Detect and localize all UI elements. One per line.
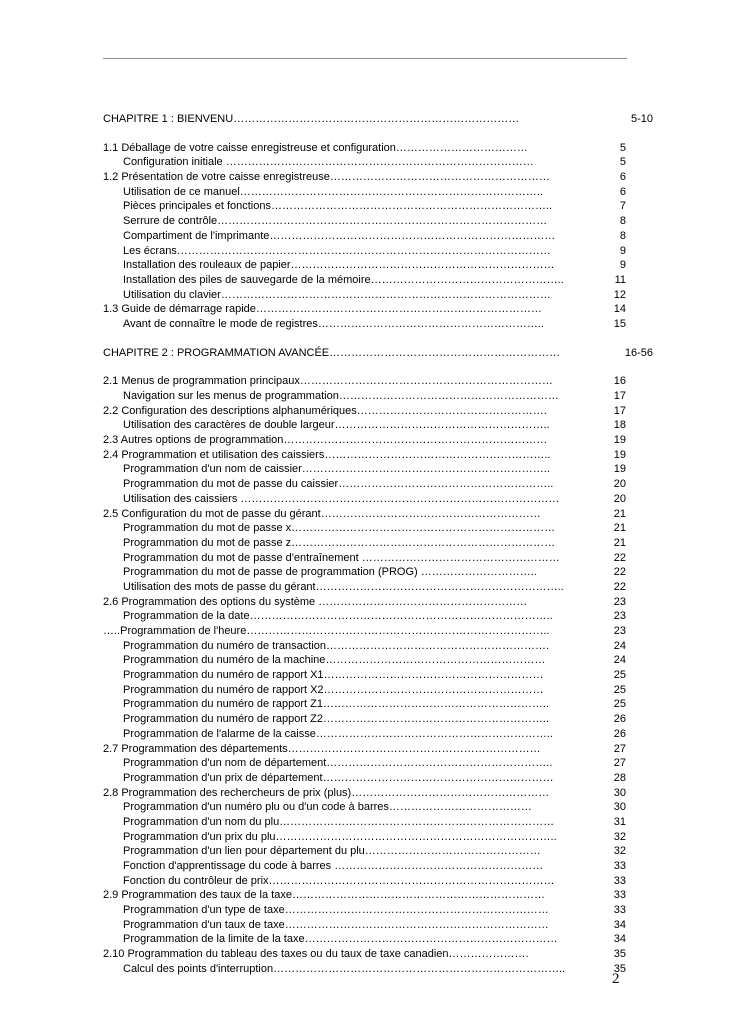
toc-entry-title: Programmation d'un prix de département……………………………………………………… xyxy=(123,771,554,784)
toc-subsection[interactable] xyxy=(103,639,658,654)
toc-entry-title: Programmation du numéro de rapport X2…………………………………………………… xyxy=(123,683,544,696)
toc-entry-title: …..Programmation de l'heure……………………………………………………………………….. xyxy=(103,625,550,637)
toc-entry-title: Fonction d'apprentissage du code à barres ………………………………………………… xyxy=(123,860,544,872)
toc-entry-title: 1.2 Présentation de votre caisse enregistreuse…………………………………………………… xyxy=(103,171,550,184)
toc-entry-page: 8 xyxy=(619,229,626,242)
toc-entry-title: Configuration initiale ………………………………………………………………………… xyxy=(123,156,534,169)
toc-subsection[interactable] xyxy=(103,830,658,845)
toc-entry-title: Utilisation de ce manuel……………………………………………………………………….. xyxy=(123,185,543,198)
toc-entry-page: 17 xyxy=(613,404,626,417)
toc-entry-title: 2.4 Programmation et utilisation des caissiers…………………………………………………….. xyxy=(103,448,551,461)
toc-entry-page: 14 xyxy=(613,303,626,316)
toc-entry-page: 33 xyxy=(613,904,626,917)
toc-section[interactable] xyxy=(103,507,658,522)
toc-entry-title: 2.2 Configuration des descriptions alphanumériques……………………………………………. xyxy=(103,404,547,417)
page-number: 2 xyxy=(612,971,620,987)
toc-entry-title: Navigation sur les menus de programmation…………………………………………………… xyxy=(123,390,559,402)
toc-entry-title: Calcul des points d'interruption…………………………………………………………………….. xyxy=(123,962,566,975)
toc-entry-title: Compartiment de l'imprimante…………………………………………………………………… xyxy=(123,229,556,242)
toc-subsection[interactable] xyxy=(103,683,658,698)
toc-subsection[interactable] xyxy=(103,874,658,889)
toc-entry-page: 9 xyxy=(619,244,626,257)
toc-section[interactable] xyxy=(103,947,658,962)
toc-entry-page: 18 xyxy=(613,419,626,432)
toc-entry-page: 34 xyxy=(613,918,626,931)
toc-entry-title: Programmation du numéro de rapport X1…………………………………………………… xyxy=(123,669,544,682)
toc-entry-title: Programmation d'un nom de département…………………………………………………….. xyxy=(123,757,553,770)
toc-entry-title: Programmation de la date……………………………………………………………………….. xyxy=(123,610,553,623)
toc-subsection[interactable] xyxy=(103,492,658,507)
toc-entry-title: Programmation du numéro de transaction……………………………………………………. xyxy=(123,639,550,652)
toc-entry-title: 2.5 Configuration du mot de passe du gérant…………………………………………………… xyxy=(103,507,541,520)
toc-entry-page: 5 xyxy=(619,156,626,169)
toc-entry-page: 23 xyxy=(613,610,626,623)
toc-entry-page: 6 xyxy=(619,171,626,184)
toc-section[interactable] xyxy=(103,302,658,317)
toc-entry-page: 7 xyxy=(619,200,626,213)
toc-subsection[interactable] xyxy=(103,668,658,683)
toc-entry-title: 2.6 Programmation des options du système ………………………………………………… xyxy=(103,595,528,608)
toc-section[interactable] xyxy=(103,448,658,463)
toc-entry-page: 21 xyxy=(613,507,626,520)
toc-entry-title: 2.9 Programmation des taux de la taxe…………………………………………………………… xyxy=(103,889,545,902)
toc-entry-title: Programmation du mot de passe d'entraînement ……………………………………………… xyxy=(123,551,560,564)
toc-entry-page: 26 xyxy=(613,727,626,740)
toc-entry-page: 8 xyxy=(619,215,626,228)
toc-subsection[interactable] xyxy=(103,477,658,492)
toc-entry-page: 32 xyxy=(613,845,626,858)
toc-entry-page: 31 xyxy=(613,815,626,828)
toc-entry-page: 25 xyxy=(613,669,626,682)
toc-subsection[interactable] xyxy=(103,462,658,477)
toc-entry-page: 28 xyxy=(613,771,626,784)
toc-subsection[interactable] xyxy=(103,756,658,771)
toc-entry-title: Programmation de l'alarme de la caisse……………………………………………………….. xyxy=(123,727,553,740)
toc-entry-page: 30 xyxy=(613,801,626,814)
toc-subsection[interactable] xyxy=(103,918,658,933)
toc-entry-page: 22 xyxy=(613,566,626,579)
toc-subsection[interactable] xyxy=(103,536,658,551)
toc-entry-page: 11 xyxy=(614,273,626,286)
toc-subsection[interactable] xyxy=(103,771,658,786)
toc-entry-page: 23 xyxy=(613,595,626,608)
toc-entry-title: Les écrans………………………………………………………………………………………… xyxy=(123,244,551,257)
toc-entry-page: 24 xyxy=(613,639,626,652)
toc-subsection[interactable] xyxy=(103,609,658,624)
toc-subsection[interactable] xyxy=(103,288,658,303)
toc-entry-title: Installation des rouleaux de papier……………………………………………………………… xyxy=(123,259,555,272)
toc-gap xyxy=(103,360,658,374)
toc-entry-page: 27 xyxy=(613,757,626,770)
toc-entry-title: Utilisation des mots de passe du gérant………………………………………………………….. xyxy=(123,580,564,593)
toc-entry-page: 19 xyxy=(613,434,626,447)
toc-entry-title: Pièces principales et fonctions………………………………………………………………….. xyxy=(123,200,553,213)
toc-subsection[interactable] xyxy=(103,727,658,742)
toc-entry-title: Programmation du mot de passe de programmation (PROG) ………………………….. xyxy=(123,566,537,579)
toc-entry-page: 26 xyxy=(613,713,626,726)
toc-entry-page: 17 xyxy=(613,390,626,402)
toc-entry-title: 2.3 Autres options de programmation……………………………………………………………… xyxy=(103,434,548,447)
toc-entry-title: 2.1 Menus de programmation principaux…………………………………………………………… xyxy=(103,375,553,388)
toc-entry-page: 32 xyxy=(613,830,626,843)
toc-subsection[interactable] xyxy=(103,199,658,214)
toc-section[interactable] xyxy=(103,433,658,448)
toc-chapter[interactable] xyxy=(103,112,658,127)
toc-entry-page: 22 xyxy=(613,551,626,564)
toc-entry-page: 16 xyxy=(613,375,626,388)
toc-subsection[interactable] xyxy=(103,551,658,566)
toc-entry-page: 33 xyxy=(613,860,626,872)
toc-entry-title: Programmation du numéro de rapport Z2…………………………………………………….. xyxy=(123,713,550,726)
toc-entry-page: 24 xyxy=(613,654,626,667)
toc-entry-title: 1.3 Guide de démarrage rapide…………………………………………………………………… xyxy=(103,303,542,316)
toc-entry-title: Programmation d'un prix du plu………………………………………………………………….. xyxy=(123,830,557,843)
toc-entry-title: Programmation d'un nom de caissier………………………………………………………….. xyxy=(123,463,550,476)
toc-entry-page: 25 xyxy=(613,698,626,711)
toc-entry-page: 23 xyxy=(613,625,626,637)
toc-entry-title: Programmation du mot de passe x……………………………………………………………… xyxy=(123,522,556,535)
toc-entry-page: 34 xyxy=(613,933,626,946)
toc-entry-page: 35 xyxy=(613,962,626,975)
toc-entry-title: Programmation de la limite de la taxe…………………………………………………………… xyxy=(123,933,558,946)
toc-entry-page: 21 xyxy=(613,522,626,535)
toc-entry-page: 33 xyxy=(613,889,626,902)
toc-subsection[interactable] xyxy=(103,389,658,404)
toc-section[interactable] xyxy=(103,786,658,801)
toc-entry-page: 21 xyxy=(613,536,626,549)
toc-entry-title: 2.8 Programmation des rechercheurs de prix (plus)……………………………………………… xyxy=(103,786,550,799)
table-of-contents xyxy=(103,112,658,977)
toc-entry-title: Programmation du numéro de rapport Z1…………………………………………………….. xyxy=(123,698,550,711)
toc-section[interactable] xyxy=(103,374,658,389)
header-rule xyxy=(103,58,627,59)
toc-subsection[interactable] xyxy=(103,697,658,712)
toc-entry-page: 30 xyxy=(613,786,626,799)
toc-subsection[interactable] xyxy=(103,273,658,288)
toc-section[interactable] xyxy=(103,141,658,156)
toc-entry-page: 5 xyxy=(619,141,626,154)
toc-entry-title: Serrure de contrôle……………………………………………………………………………… xyxy=(123,215,548,228)
toc-entry-title: Programmation d'un lien pour département du plu………………………………………… xyxy=(123,845,541,858)
toc-subsection[interactable] xyxy=(103,317,658,332)
toc-subsection[interactable] xyxy=(103,565,658,580)
toc-subsection[interactable] xyxy=(103,185,658,200)
toc-entry-title: Utilisation du clavier……………………………………………………………………………… xyxy=(123,288,551,301)
toc-subsection[interactable] xyxy=(103,932,658,947)
toc-entry-title: CHAPITRE 1 : BIENVENU…………………………………………………………………… xyxy=(103,113,520,125)
toc-entry-page: 6 xyxy=(619,185,626,198)
toc-entry-title: Utilisation des caractères de double largeur………………………………………………….. xyxy=(123,419,550,432)
toc-entry-page: 20 xyxy=(613,478,626,491)
toc-entry-page: 19 xyxy=(613,448,626,461)
toc-entry-page: 15 xyxy=(613,317,626,330)
toc-subsection[interactable] xyxy=(103,844,658,859)
toc-entry-page: 12 xyxy=(613,288,626,301)
toc-entry-title: CHAPITRE 2 : PROGRAMMATION AVANCÉE……………………………………………………… xyxy=(103,346,561,359)
toc-entry-page: 22 xyxy=(613,580,626,593)
toc-subsection[interactable] xyxy=(103,712,658,727)
toc-entry-title: 2.7 Programmation des départements…………………………………………………………… xyxy=(103,742,541,755)
toc-entry-page: 35 xyxy=(613,948,626,961)
toc-entry-title: 1.1 Déballage de votre caisse enregistreuse et configuration……………………………… xyxy=(103,141,528,154)
toc-entry-title: Programmation d'un type de taxe……………………………………………………………… xyxy=(123,904,549,917)
toc-entry-page: 33 xyxy=(613,874,626,887)
toc-entry-title: Programmation du mot de passe du caissier………………………………………………….. xyxy=(123,478,554,491)
toc-subsection[interactable] xyxy=(103,815,658,830)
toc-subsection[interactable] xyxy=(103,962,658,977)
toc-section[interactable] xyxy=(103,404,658,419)
toc-subsection[interactable] xyxy=(103,418,658,433)
toc-section[interactable] xyxy=(103,170,658,185)
toc-entry-title: Programmation d'un taux de taxe……………………………………………………………… xyxy=(123,918,549,931)
toc-section[interactable] xyxy=(103,742,658,757)
toc-subsection[interactable] xyxy=(103,800,658,815)
toc-entry-page: 9 xyxy=(619,259,626,272)
toc-entry-title: Programmation du mot de passe z……………………………………………………………… xyxy=(123,536,556,549)
toc-entry-title: Programmation du numéro de la machine…………………………………………………… xyxy=(123,654,546,667)
toc-section[interactable] xyxy=(103,595,658,610)
toc-entry-page: 25 xyxy=(613,683,626,696)
toc-subsection[interactable] xyxy=(103,229,658,244)
toc-entry-title: Utilisation des caissiers …………………………………………………………………………… xyxy=(123,492,560,505)
toc-entry-title: Fonction du contrôleur de prix…………………………………………………………………… xyxy=(123,874,555,887)
toc-entry-title: 2.10 Programmation du tableau des taxes ou du taux de taxe canadien…………………. xyxy=(103,948,529,961)
toc-entry-title: Programmation d'un numéro plu ou d'un code à barres………………………………… xyxy=(123,801,532,814)
toc-entry-page: 19 xyxy=(613,463,626,476)
toc-subsection[interactable] xyxy=(103,580,658,595)
toc-subsection[interactable] xyxy=(103,521,658,536)
toc-entry-title: Programmation d'un nom du plu………………………………………………………………… xyxy=(123,815,555,828)
toc-entry-page: 16-56 xyxy=(624,346,653,359)
toc-entry-title: Installation des piles de sauvegarde de la mémoire…………………………………………….. xyxy=(123,273,564,286)
toc-gap xyxy=(103,332,658,346)
toc-subsection[interactable] xyxy=(103,258,658,273)
toc-section[interactable] xyxy=(103,624,658,639)
toc-subsection[interactable] xyxy=(103,903,658,918)
toc-entry-title: Avant de connaître le mode de registres…………………………………………………….. xyxy=(123,317,544,330)
toc-entry-page: 5-10 xyxy=(630,113,653,125)
toc-chapter[interactable] xyxy=(103,346,658,361)
toc-entry-page: 27 xyxy=(613,742,626,755)
toc-gap xyxy=(103,127,658,141)
toc-subsection[interactable] xyxy=(103,859,658,874)
toc-subsection[interactable] xyxy=(103,155,658,170)
toc-subsection[interactable] xyxy=(103,244,658,259)
toc-entry-page: 20 xyxy=(613,492,626,505)
toc-subsection[interactable] xyxy=(103,653,658,668)
toc-section[interactable] xyxy=(103,888,658,903)
toc-subsection[interactable] xyxy=(103,214,658,229)
